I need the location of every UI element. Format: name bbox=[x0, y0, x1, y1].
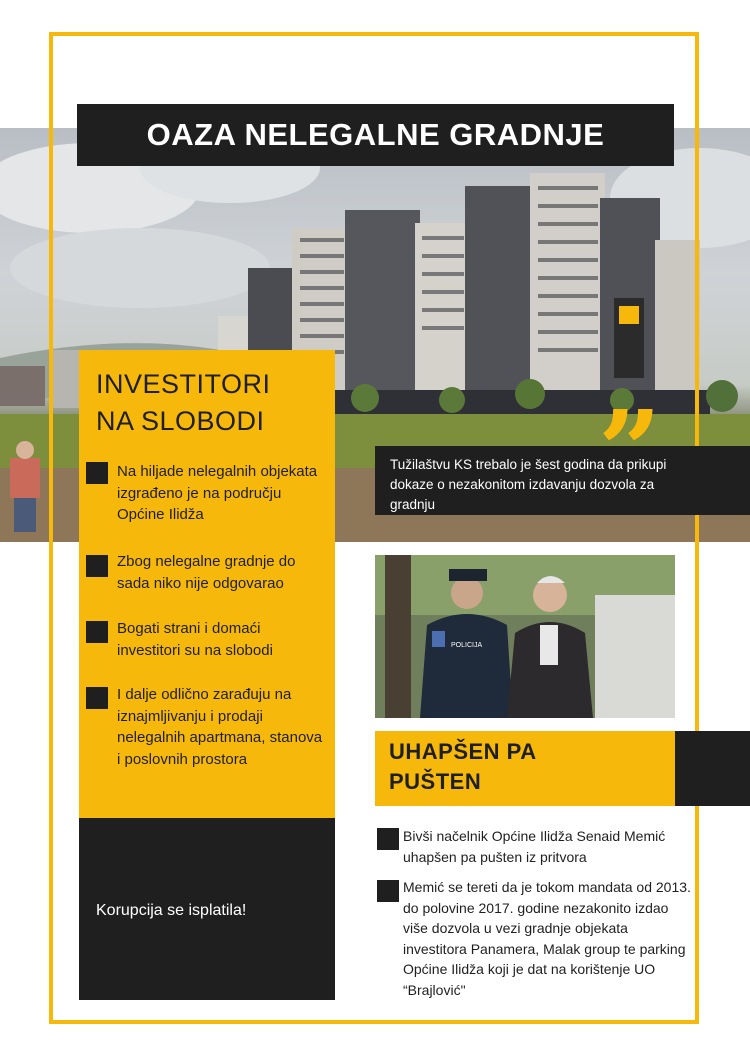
tagline: Korupcija se isplatila! bbox=[96, 902, 247, 919]
quote-text: Tužilaštvu KS trebalo je šest godina da prikupi dokaze o nezakonitom izdavanju dozvola za gradnju bbox=[390, 457, 667, 512]
quote-mark-icon: ” bbox=[598, 386, 662, 515]
uhapsen-bullet-2: Memić se tereti da je tokom mandata od 2013. do polovine 2017. godine nezakonito izdao više dozvola u vezi gradnje objekata investitora Panamera, Malak group te parking Općine Ilidža koji je dat na korištenje UO “Brajlović" bbox=[403, 879, 691, 998]
arrest-illustration bbox=[375, 555, 675, 718]
bullet-square-icon bbox=[86, 687, 108, 709]
page-title: OAZA NELEGALNE GRADNJE bbox=[77, 104, 674, 166]
uhapsen-bullet-1: Bivši načelnik Općine Ilidža Senaid Memić uhapšen pa pušten iz pritvora bbox=[403, 828, 666, 865]
investitori-bullet-2: Zbog nelegalne gradnje do sada niko nije odgovarao bbox=[117, 553, 296, 592]
investitori-heading-line1: INVESTITORI bbox=[96, 369, 271, 399]
investitori-heading bbox=[96, 366, 326, 440]
police-badge-text: POLICIJA bbox=[451, 642, 483, 649]
bullet-square-icon bbox=[86, 462, 108, 484]
uhapsen-heading bbox=[389, 737, 649, 797]
arrest-photo bbox=[375, 555, 675, 718]
uhapsen-heading-line1: UHAPŠEN PA bbox=[389, 739, 537, 764]
uhapsen-accent bbox=[675, 731, 750, 806]
investitori-bullet-1: Na hiljade nelegalnih objekata izgrađeno je na području Općine Ilidža bbox=[117, 463, 318, 523]
bullet-square-icon bbox=[86, 555, 108, 577]
investitori-heading-line2: NA SLOBODI bbox=[96, 406, 265, 436]
investitori-bullet-4: I dalje odlično zarađuju na iznajmljivanju i prodaji nelegalnih apartmana, stanova i poslovnih prostora bbox=[117, 686, 323, 768]
bullet-square-icon bbox=[377, 880, 399, 902]
bullet-square-icon bbox=[377, 828, 399, 850]
bullet-square-icon bbox=[86, 621, 108, 643]
uhapsen-heading-line2: PUŠTEN bbox=[389, 769, 482, 794]
investitori-bullet-3: Bogati strani i domaći investitori su na slobodi bbox=[117, 620, 273, 659]
